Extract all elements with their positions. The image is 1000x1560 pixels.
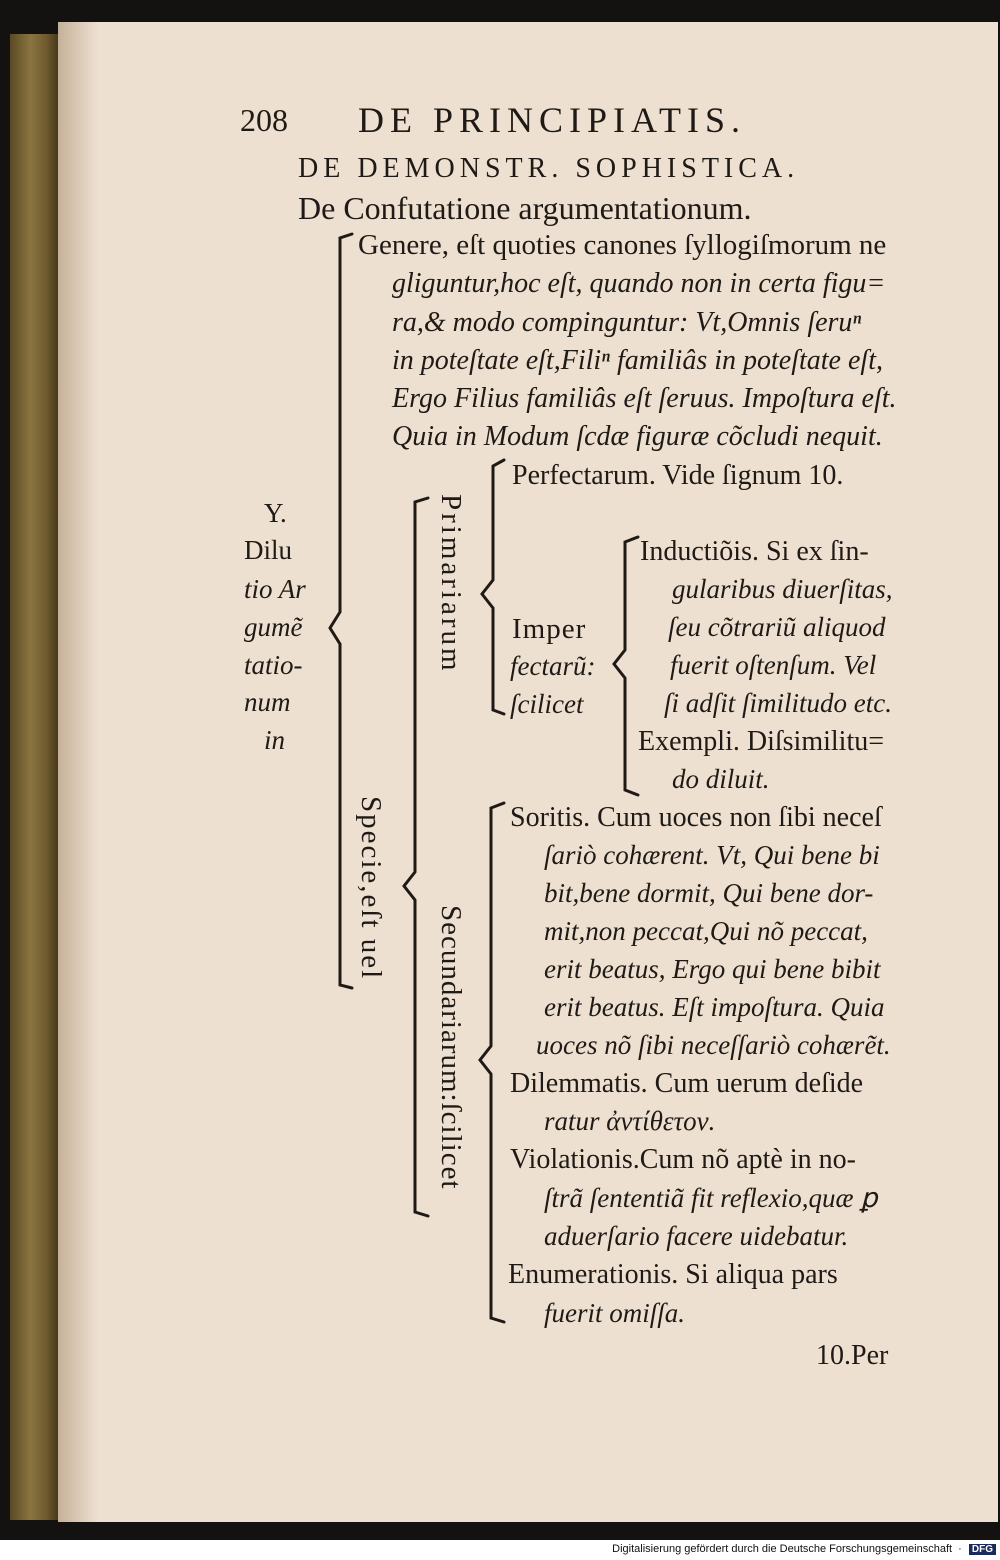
imperfectarum-label-1: Imper (512, 613, 587, 645)
soritis-line-6: erit beatus. Eſt impoſtura. Quia (544, 992, 885, 1022)
inductionis-line-3: ſeu cõtrariũ aliquod (668, 612, 886, 642)
left-label-4: gumẽ (244, 612, 303, 642)
digitization-credit: Digitalisierung gefördert durch die Deutsche Forschungsgemeinschaft · DFG (612, 1543, 996, 1555)
dilemmatis-line-1: Dilemmatis. Cum uerum deſide (510, 1068, 864, 1099)
specie-brace (404, 498, 428, 1216)
specie-vertical-label: Specie,eſt uel (355, 796, 387, 981)
exempli-line-2: do diluit. (672, 764, 770, 794)
inductionis-line-1: Inductiõis. Si ex ſin- (640, 536, 869, 567)
secundariarum-vertical-label: Secundariarum:ſcilicet (435, 905, 467, 1190)
credit-text: Digitalisierung gefördert durch die Deutsche Forschungsgemeinschaft (612, 1543, 953, 1555)
primariarum-brace (482, 460, 504, 714)
catchword: 10.Per (816, 1340, 889, 1371)
left-label-3: tio Ar (244, 574, 306, 604)
soritis-line-1: Soritis. Cum uoces non ſibi neceſ (510, 802, 882, 833)
genere-line-4: in poteſtate eſt,Filiⁿ familiâs in poteſtate eſt, (392, 345, 883, 376)
section-heading: DE DEMONSTR. SOPHISTICA. (298, 153, 800, 184)
inductionis-line-5: ſi adſit ſimilitudo etc. (664, 688, 892, 718)
page-number: 208 (240, 102, 288, 138)
violationis-line-1: Violationis.Cum nõ aptè in no- (510, 1144, 856, 1175)
exempli-line-1: Exempli. Diſsimilitu= (638, 726, 885, 757)
genere-line-3: ra,& modo compinguntur: Vt,Omnis ſeruⁿ (392, 307, 862, 338)
genere-line-6: Quia in Modum ſcdæ figuræ cõcludi nequit. (392, 421, 883, 452)
secundariarum-brace (480, 803, 504, 1322)
soritis-line-3: bit,bene dormit, Qui bene dor- (544, 878, 874, 908)
genere-line-1: Genere, eſt quoties canones ſyllogiſmorum ne (358, 229, 887, 261)
main-brace (330, 234, 352, 988)
enumerationis-line-1: Enumerationis. Si aliqua pars (508, 1259, 838, 1290)
genere-line-5: Ergo Filius familiâs eſt ſeruus. Impoſtura eſt. (392, 383, 897, 414)
running-title: DE PRINCIPIATIS. (358, 100, 747, 140)
left-label-5: tatio- (244, 650, 303, 680)
perfectarum-line: Perfectarum. Vide ſignum 10. (512, 460, 844, 491)
inductionis-line-2: gularibus diuerſitas, (672, 574, 893, 604)
left-label-1: Y. (264, 498, 287, 528)
soritis-line-2: ſariò cohærent. Vt, Qui bene bi (544, 840, 880, 870)
dilemmatis-line-2: ratur ἀντίθετον. (544, 1106, 716, 1136)
inductionis-line-4: fuerit oſtenſum. Vel (670, 650, 877, 680)
imperfectarum-label-3: ſcilicet (510, 689, 584, 719)
soritis-line-7: uoces nõ ſibi neceſſariò cohærẽt. (536, 1030, 891, 1060)
soritis-line-4: mit,non peccat,Qui nõ peccat, (544, 916, 868, 946)
violationis-line-3: aduerſario facere uidebatur. (544, 1221, 849, 1251)
subsection-heading: De Confutatione argumentationum. (298, 190, 752, 226)
soritis-line-5: erit beatus, Ergo qui bene bibit (544, 954, 881, 984)
left-label-6: num (244, 687, 291, 717)
left-label-7: in (264, 725, 286, 755)
genere-line-2: gliguntur,hoc eſt, quando non in certa figu= (392, 268, 886, 299)
imperfectarum-brace (614, 537, 638, 795)
primariarum-vertical-label: Primariarum (435, 494, 467, 674)
imperfectarum-label-2: fectarũ: (510, 651, 596, 681)
dfg-logo: DFG (969, 1544, 996, 1555)
violationis-line-2: ſtrã ſententiã fit reflexio,quæ ꝑ (544, 1183, 878, 1213)
enumerationis-line-2: fuerit omiſſa. (544, 1298, 685, 1328)
left-label-2: Dilu (244, 535, 293, 565)
